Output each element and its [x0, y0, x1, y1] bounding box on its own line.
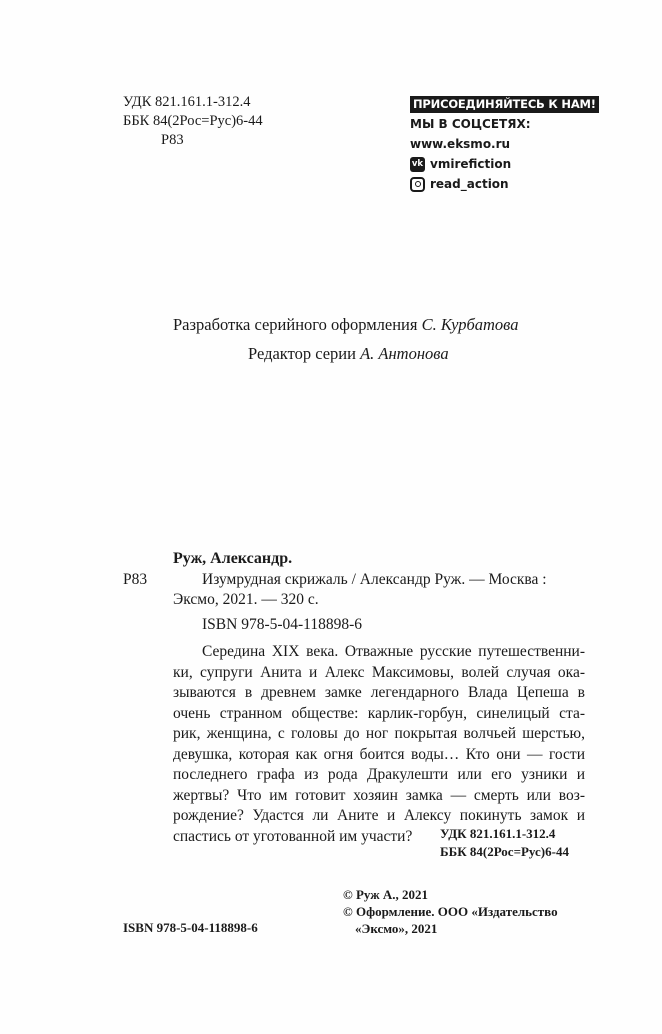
- udk-code: УДК 821.161.1-312.4: [123, 94, 251, 110]
- card-author-heading: Руж, Александр.: [173, 550, 293, 567]
- abstract-line: ки, супруги Анита и Алекс Максимовы, волей случая ока-: [173, 663, 585, 681]
- design-credit: [173, 314, 518, 336]
- abstract-line: жертвы? Что им готовит хозяин замка — смерть или воз-: [173, 786, 585, 804]
- abstract-line: Середина XIX века. Отважные русские путешественни-: [202, 643, 585, 660]
- social-block: [410, 94, 596, 194]
- bbk-code: ББК 84(2Рос=Рус)6-44: [123, 113, 263, 129]
- instagram-icon: [410, 177, 425, 192]
- abstract-line: последнего графа из рода Дракулешти или его узники и: [173, 766, 585, 783]
- vk-icon: vk: [410, 157, 425, 172]
- copyright-author: © Руж А., 2021: [343, 887, 429, 902]
- card-bbk: ББК 84(2Рос=Рус)6-44: [440, 844, 569, 859]
- card-author-mark: Р83: [123, 571, 148, 588]
- classification-block: [123, 93, 263, 150]
- card-isbn: ISBN 978-5-04-118898-6: [202, 616, 363, 633]
- card-abstract: [173, 642, 585, 847]
- abstract-line: очень странном обществе: карлик-горбун, синелицый ста-: [173, 704, 585, 722]
- abstract-line: рик, женщина, с головы до ног покрытая волчьей шерстью,: [173, 725, 585, 742]
- author-mark: Р83: [161, 132, 184, 148]
- vk-handle[interactable]: vmirefiction: [430, 157, 512, 171]
- editor-credit-prefix: Редактор серии: [248, 344, 356, 363]
- instagram-row[interactable]: [410, 174, 585, 194]
- instagram-handle[interactable]: read_action: [430, 177, 509, 191]
- abstract-line: рождение? Удастся ли Аните и Алексу покинуть замок и: [173, 807, 585, 824]
- copyright-design-line-1: © Оформление. ООО «Издательство: [343, 904, 558, 919]
- card-title-line-2: Эксмо, 2021. — 320 с.: [173, 591, 319, 608]
- editor-credit: [248, 343, 449, 365]
- join-banner: ПРИСОЕДИНЯЙТЕСЬ К НАМ!: [410, 96, 599, 113]
- editor-credit-name: А. Антонова: [360, 344, 449, 363]
- social-subtitle: МЫ В СОЦСЕТЯХ:: [410, 117, 531, 131]
- copyright-design-line-2: «Эксмо», 2021: [355, 921, 438, 936]
- design-credit-name: С. Курбатова: [421, 315, 519, 334]
- card-udk: УДК 821.161.1-312.4: [440, 826, 556, 841]
- vk-row[interactable]: [410, 154, 585, 174]
- website-link[interactable]: www.eksmo.ru: [410, 137, 511, 151]
- abstract-line: зываются в древнем замке легендарного Влада Цепеша в: [173, 684, 585, 701]
- abstract-line: спастись от уготованной им участи?: [173, 827, 413, 845]
- design-credit-prefix: Разработка серийного оформления: [173, 315, 418, 334]
- card-title-line-1: Изумрудная скрижаль / Александр Руж. — Москва :: [202, 571, 547, 588]
- footer-isbn: ISBN 978-5-04-118898-6: [123, 920, 258, 935]
- abstract-line: девушка, которая как огня боится воды… Кто они — гости: [173, 745, 585, 763]
